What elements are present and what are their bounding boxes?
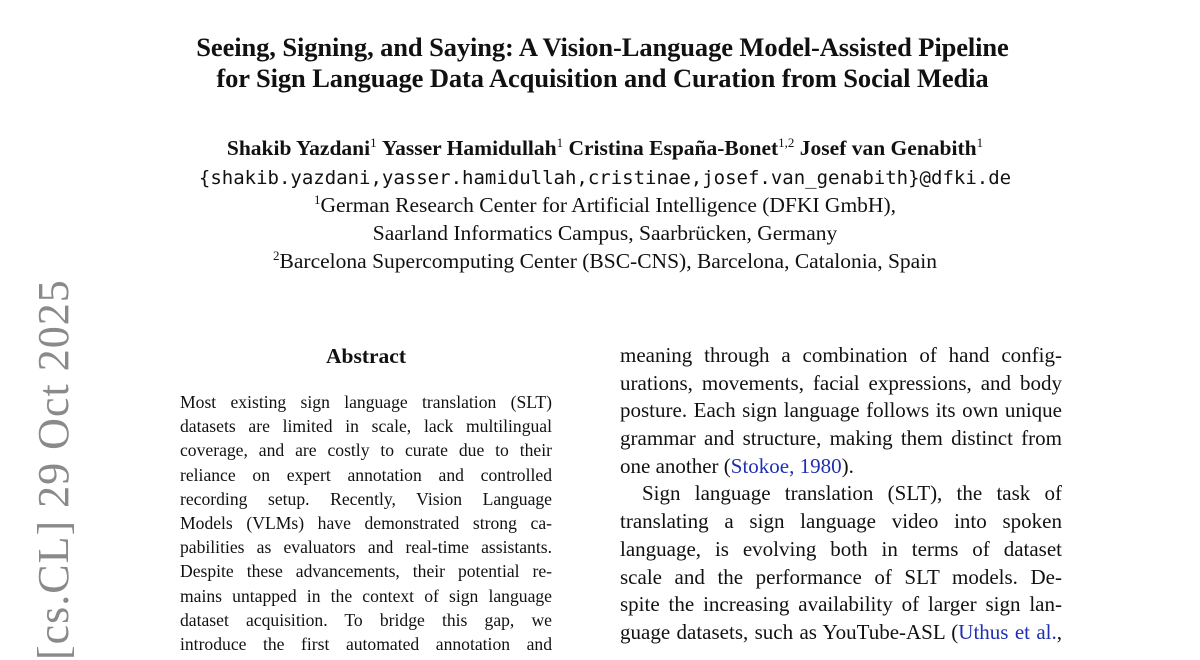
abstract-text	[180, 390, 552, 656]
author-affil-mark: 1	[370, 135, 377, 150]
citation-link-stokoe[interactable]: Stokoe, 1980	[730, 453, 842, 478]
abstract-heading: Abstract	[325, 344, 406, 368]
abstract-line: reliance on expert annotation and controlled	[180, 464, 552, 485]
author-affil-mark: 1	[976, 135, 984, 150]
body-line: scale and the performance of SLT models. De-	[620, 564, 1062, 589]
title-line-2: for Sign Language Data Acquisition and Curation from Social Media	[216, 63, 989, 93]
abstract-line: Most existing sign language translation (SLT)	[180, 392, 552, 412]
author-name: Yasser Hamidullah	[381, 136, 557, 160]
affiliation-2	[0, 247, 1200, 275]
affiliation-text: Barcelona Supercomputing Center (BSC-CNS), Barcelona, Catalonia, Spain	[279, 249, 937, 273]
body-line: meaning through a combination of hand config-	[620, 343, 1062, 367]
title-line-1: Seeing, Signing, and Saying: A Vision-Language Model-Assisted Pipeline	[196, 32, 1009, 62]
body-line: translating a sign language video into spoken	[620, 509, 1062, 534]
abstract-line: introduce the first automated annotation and	[180, 633, 552, 654]
body-text: guage datasets, such as YouTube-ASL (	[620, 619, 959, 644]
affiliation-mark: 1	[313, 192, 321, 207]
author-affil-mark: 1	[556, 135, 564, 150]
body-line: spite the increasing availability of larger sign lan-	[620, 592, 1062, 617]
author-affil-mark: 1,2	[778, 135, 795, 150]
body-text: one another (	[620, 453, 731, 478]
author-emails: {shakib.yazdani,yasser.hamidullah,cristinae,josef.van_genabith}@dfki.de	[198, 167, 1012, 189]
abstract-line: coverage, and are costly to curate due to their	[180, 440, 552, 461]
body-line: urations, movements, facial expressions, and body	[620, 370, 1062, 395]
affiliation-mark: 2	[273, 248, 280, 263]
arxiv-side-stamp: [cs.CL] 29 Oct 2025	[29, 279, 78, 660]
abstract-line: pabilities as evaluators and real-time assistants.	[180, 537, 552, 558]
body-line: posture. Each sign language follows its own unique	[620, 398, 1062, 423]
body-line: grammar and structure, making them distinct from	[620, 426, 1062, 451]
abstract-line: mains untapped in the context of sign language	[180, 585, 552, 606]
author-name: Josef van Genabith	[799, 136, 977, 160]
body-text: ,	[1056, 619, 1063, 644]
affiliation-1-continued: Saarland Informatics Campus, Saarbrücken, Germany	[372, 221, 838, 245]
affiliation-text: German Research Center for Artificial Intelligence (DFKI GmbH),	[320, 193, 896, 217]
body-text: ).	[841, 453, 854, 478]
author-name: Cristina España-Bonet	[568, 136, 779, 160]
author-list	[0, 134, 1200, 162]
body-column-right	[620, 342, 1062, 647]
abstract-line: recording setup. Recently, Vision Language	[180, 488, 552, 509]
affiliation-1	[0, 191, 1200, 219]
abstract-line: Models (VLMs) have demonstrated strong ca-	[180, 512, 552, 533]
abstract-line: Despite these advancements, their potential re-	[180, 561, 552, 582]
abstract-line: datasets are limited in scale, lack multilingual	[180, 416, 552, 437]
body-line	[620, 453, 1062, 481]
body-line: language, is evolving both in terms of dataset	[620, 536, 1062, 561]
body-line	[620, 619, 1062, 647]
citation-link-uthus[interactable]: Uthus et al.	[958, 619, 1057, 644]
abstract-line: dataset acquisition. To bridge this gap, we	[180, 609, 552, 630]
body-line: Sign language translation (SLT), the task of	[642, 481, 1062, 506]
paper-title	[0, 32, 1200, 94]
author-name: Shakib Yazdani	[226, 136, 371, 160]
